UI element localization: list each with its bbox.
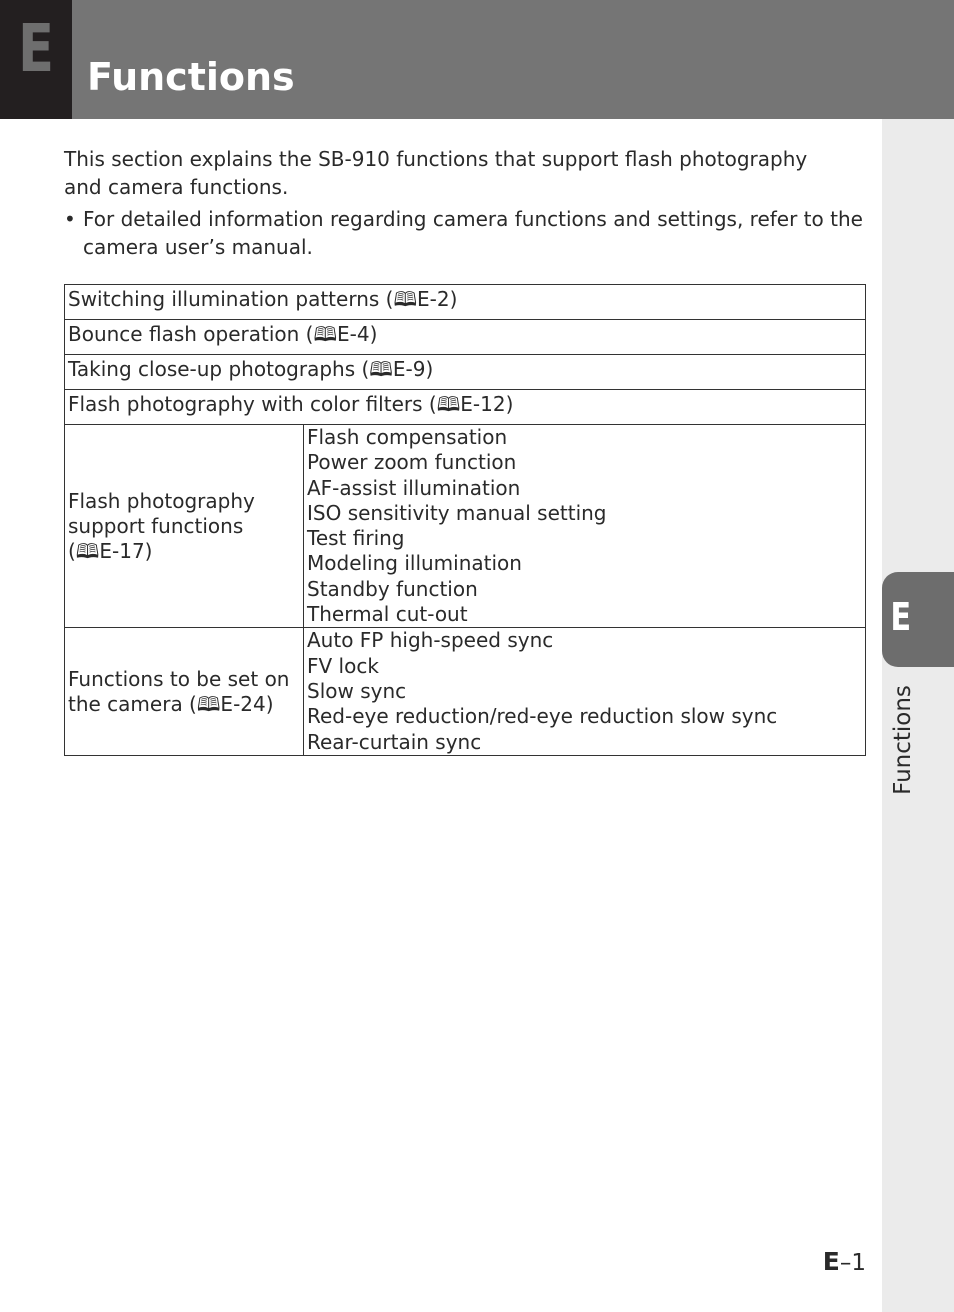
page-number <box>823 1247 866 1278</box>
function-item: Flash compensation <box>307 425 508 449</box>
section-tab-label: Functions <box>890 685 916 795</box>
table-row <box>65 355 866 390</box>
function-item: Test firing <box>307 526 405 551</box>
function-item: Rear-curtain sync <box>307 729 482 754</box>
intro-paragraph: This section explains the SB-910 functions that support flash photography and camera functions. <box>64 147 808 199</box>
functions-table <box>64 284 866 756</box>
table-row-support-functions <box>65 425 866 628</box>
page-title: Functions <box>87 55 295 99</box>
table-cell: Taking close-up photographs (🕮E-9) <box>65 355 866 390</box>
table-cell: Switching illumination patterns (🕮E-2) <box>65 285 866 320</box>
table-cell: Bounce flash operation (🕮E-4) <box>65 320 866 355</box>
function-item: FV lock <box>307 653 379 678</box>
category-line: the camera (🕮E-24) <box>68 691 274 716</box>
items-cell <box>304 425 866 628</box>
page-number-letter: E <box>822 1247 840 1276</box>
function-item: AF-assist illumination <box>307 475 521 500</box>
bullet-note <box>64 205 863 261</box>
table-row <box>65 320 866 355</box>
category-line: (🕮E-17) <box>68 538 153 563</box>
chapter-letter: E <box>17 10 55 87</box>
function-item: Thermal cut-out <box>307 602 468 627</box>
category-cell <box>65 628 304 755</box>
category-line: support functions <box>68 513 244 538</box>
table-row <box>65 285 866 320</box>
page-number-suffix: –1 <box>839 1250 866 1276</box>
category-cell <box>65 425 304 628</box>
category-line: Functions to be set on <box>68 666 290 691</box>
function-item: Auto FP high-speed sync <box>307 628 554 653</box>
function-item: Modeling illumination <box>307 551 522 576</box>
bullet-text: For detailed information regarding camera functions and settings, refer to the camera user’s manual. <box>83 207 863 259</box>
function-item: Power zoom function <box>307 450 517 475</box>
chapter-marker <box>0 0 72 119</box>
items-cell <box>304 628 866 755</box>
table-row-camera-functions <box>65 628 866 755</box>
function-item: Slow sync <box>307 678 407 703</box>
table-cell: Flash photography with color filters (🕮E-12) <box>65 390 866 425</box>
table-row <box>65 390 866 425</box>
category-line: Flash photography <box>68 488 255 513</box>
function-item: Red-eye reduction/red-eye reduction slow sync <box>307 704 778 729</box>
section-tab-letter: E <box>890 595 912 639</box>
function-item: ISO sensitivity manual setting <box>307 500 607 525</box>
bullet-dot: • <box>64 207 76 231</box>
function-item: Standby function <box>307 576 478 601</box>
